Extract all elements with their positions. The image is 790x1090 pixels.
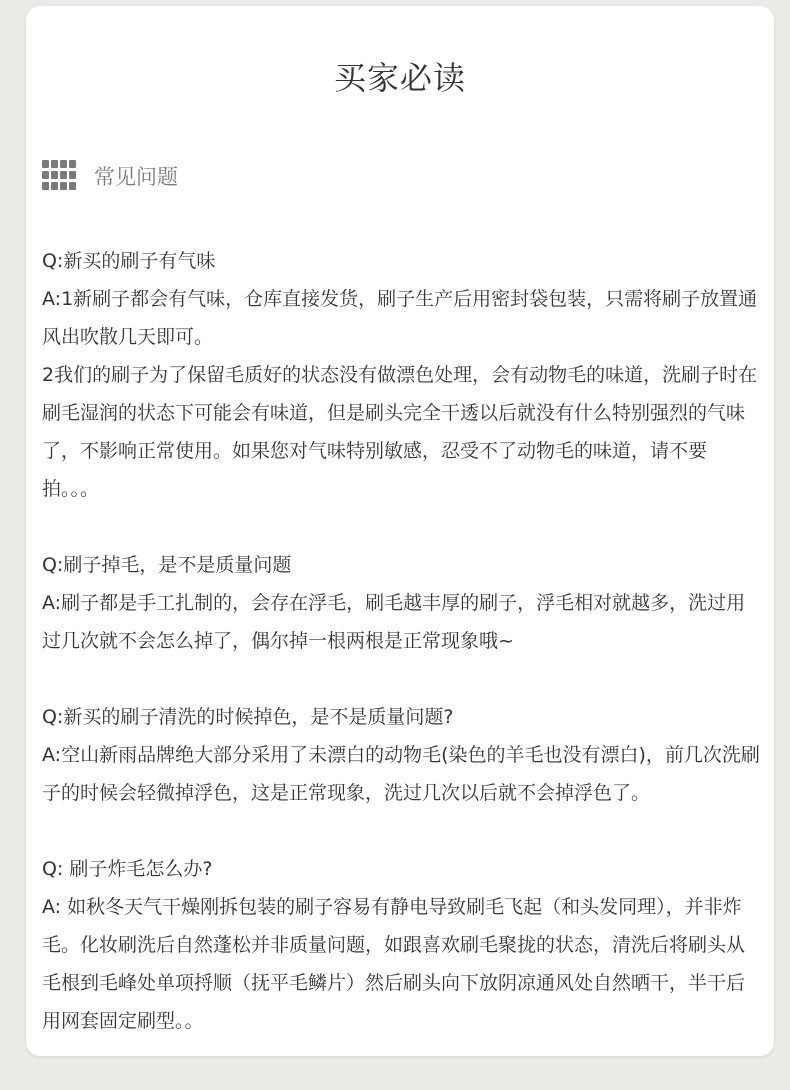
content-card bbox=[26, 6, 774, 1056]
faq-answer: A:1新刷子都会有气味，仓库直接发货，刷子生产后用密封袋包装，只需将刷子放置通风出吹散几天即可。 bbox=[42, 288, 758, 348]
faq-question: Q: 刷子炸毛怎么办? bbox=[42, 858, 213, 880]
faq-answer: A:刷子都是手工扎制的，会存在浮毛，刷毛越丰厚的刷子，浮毛相对就越多，洗过用过几次就不会怎么掉了，偶尔掉一根两根是正常现象哦~ bbox=[42, 592, 746, 652]
faq-answer: A: 如秋冬天气干燥刚拆包装的刷子容易有静电导致刷毛飞起（和头发同理），并非炸毛。化妆刷洗后自然蓬松并非质量问题，如跟喜欢刷毛聚拢的状态，清洗后将刷头从毛根到毛峰处单项捋顺（抚平毛鳞片）然后刷头向下放阴凉通风处自然晒干，半干后用网套固定刷型。。 bbox=[42, 896, 746, 1032]
faq-item bbox=[42, 546, 762, 660]
faq-item bbox=[42, 242, 762, 508]
faq-answer: A:空山新雨品牌绝大部分采用了未漂白的动物毛(染色的羊毛也没有漂白)，前几次洗刷子的时候会轻微掉浮色，这是正常现象，洗过几次以后就不会掉浮色了。 bbox=[42, 744, 760, 804]
faq-answer: 2我们的刷子为了保留毛质好的状态没有做漂色处理，会有动物毛的味道，洗刷子时在刷毛湿润的状态下可能会有味道，但是刷头完全干透以后就没有什么特别强烈的气味了，不影响正常使用。如果您对气味特别敏感，忍受不了动物毛的味道，请不要拍。。。 bbox=[42, 364, 758, 500]
faq-item bbox=[42, 698, 762, 812]
faq-item bbox=[42, 850, 762, 1040]
section-header bbox=[42, 156, 178, 196]
faq-question: Q:新买的刷子有气味 bbox=[42, 250, 216, 272]
section-label: 常见问题 bbox=[94, 165, 178, 189]
page-title: 买家必读 bbox=[333, 59, 466, 97]
grid-icon bbox=[42, 160, 76, 192]
faq-question: Q:刷子掉毛，是不是质量问题 bbox=[42, 554, 292, 576]
faq-list bbox=[42, 242, 762, 1078]
faq-question: Q:新买的刷子清洗的时候掉色，是不是质量问题? bbox=[42, 706, 454, 728]
